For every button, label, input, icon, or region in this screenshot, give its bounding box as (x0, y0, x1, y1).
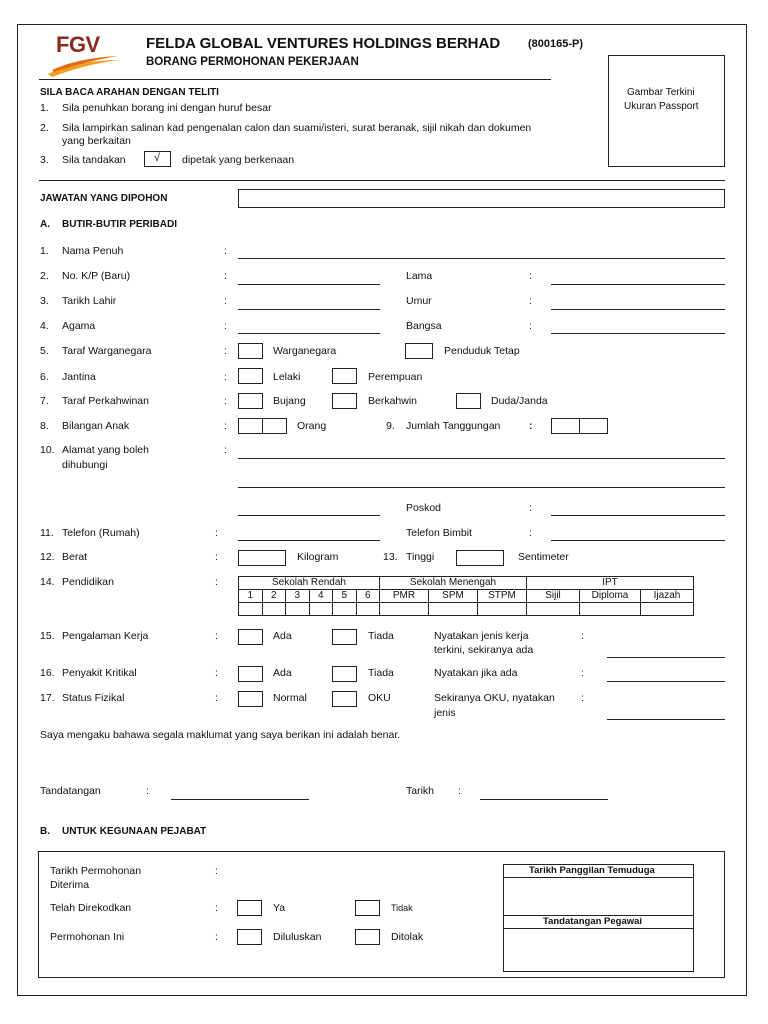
edu-cell[interactable] (641, 603, 694, 616)
interview-date-label: Tarikh Panggilan Temuduga (529, 865, 655, 876)
edu-col: 3 (286, 590, 310, 603)
label-ic-new: No. K/P (Baru) (62, 270, 131, 282)
field-num: 15. (40, 630, 55, 642)
age-input[interactable] (551, 309, 725, 310)
label-weight: Berat (62, 551, 88, 563)
oku-note-2: jenis (434, 707, 456, 719)
label-work-experience: Pengalaman Kerja (62, 630, 149, 642)
option-married: Berkahwin (368, 395, 418, 407)
work-note-2: terkini, sekiranya ada (434, 644, 534, 656)
instruction-num: 2. (40, 122, 49, 134)
colon: : (529, 527, 532, 539)
section-b-title: UNTUK KEGUNAAN PEJABAT (62, 826, 207, 837)
children-digit-2[interactable] (262, 418, 287, 434)
postcode-input[interactable] (551, 515, 725, 516)
position-input[interactable] (238, 189, 725, 208)
option-oku: OKU (368, 692, 391, 704)
label-recorded: Telah Direkodkan (50, 902, 132, 914)
male-checkbox[interactable] (238, 368, 263, 384)
full-name-input[interactable] (238, 258, 725, 259)
field-num: 7. (40, 395, 49, 407)
field-num: 16. (40, 667, 55, 679)
signature-input[interactable] (171, 799, 309, 800)
section-a-title: BUTIR-BUTIR PERIBADI (62, 219, 177, 230)
education-input-row (239, 603, 694, 616)
logo-text: FGV (56, 32, 100, 57)
interview-date-input[interactable] (504, 879, 693, 914)
label-ic-old: Lama (406, 270, 433, 282)
field-num: 9. (386, 420, 395, 432)
edu-cell[interactable] (262, 603, 286, 616)
field-num: 2. (40, 270, 49, 282)
section-a-letter: A. (40, 219, 50, 230)
edu-col: STPM (478, 590, 527, 603)
instruction-num: 1. (40, 102, 49, 114)
label-application-date-1: Tarikh Permohonan (50, 865, 142, 877)
declaration-text: Saya mengaku bahawa segala maklumat yang saya berikan ini adalah benar. (40, 729, 401, 741)
illness-yes-checkbox[interactable] (238, 666, 263, 682)
edu-col: PMR (380, 590, 429, 603)
colon: : (224, 444, 227, 456)
option-single: Bujang (273, 395, 306, 407)
option-female: Perempuan (368, 371, 423, 383)
illness-note: Nyatakan jika ada (434, 667, 518, 679)
option-permanent-resident: Penduduk Tetap (444, 345, 520, 357)
home-phone-input[interactable] (238, 540, 380, 541)
religion-input[interactable] (238, 333, 380, 334)
photo-label-1: Gambar Terkini (627, 87, 695, 98)
oku-type-input[interactable] (607, 719, 725, 720)
work-exp-no-checkbox[interactable] (332, 629, 357, 645)
colon: : (581, 692, 584, 704)
address-line-3[interactable] (238, 515, 380, 516)
field-num: 12. (40, 551, 55, 563)
edu-col: SPM (429, 590, 478, 603)
colon: : (529, 420, 533, 432)
married-checkbox[interactable] (332, 393, 357, 409)
height-input[interactable] (456, 550, 504, 566)
edu-col: Ijazah (641, 590, 694, 603)
colon: : (224, 420, 227, 432)
field-num: 11. (40, 527, 54, 539)
option-illness-no: Tiada (368, 667, 394, 679)
edu-cell[interactable] (309, 603, 333, 616)
edu-col: 2 (262, 590, 286, 603)
work-note-1: Nyatakan jenis kerja (434, 630, 529, 642)
label-full-name: Nama Penuh (62, 245, 124, 257)
colon: : (224, 245, 227, 257)
label-address-2: dihubungi (62, 459, 108, 471)
option-citizen: Warganegara (273, 345, 337, 357)
field-num: 8. (40, 420, 49, 432)
label-gender: Jantina (62, 371, 96, 383)
label-religion: Agama (62, 320, 96, 332)
label-dob: Tarikh Lahir (62, 295, 117, 307)
label-citizenship: Taraf Warganegara (62, 345, 152, 357)
field-num: 17. (40, 692, 55, 704)
instruction-2a: Sila lampirkan salinan kad pengenalan calon dan suami/isteri, surat beranak, sijil nikah dan dokumen (62, 122, 532, 134)
approved-checkbox[interactable] (237, 929, 262, 945)
section-divider (39, 180, 725, 181)
instruction-2b: yang berkaitan (62, 135, 131, 147)
recorded-yes-checkbox[interactable] (237, 900, 262, 916)
option-normal: Normal (273, 692, 307, 704)
edu-header-secondary: Sekolah Menengah (380, 577, 527, 590)
colon: : (215, 902, 218, 914)
weight-unit: Kilogram (297, 551, 339, 563)
instruction-num: 3. (40, 154, 49, 166)
instruction-1: Sila penuhkan borang ini dengan huruf besar (62, 102, 272, 114)
option-rejected: Ditolak (391, 931, 424, 943)
signature-date-input[interactable] (480, 799, 608, 800)
rejected-checkbox[interactable] (355, 929, 380, 945)
education-table (238, 576, 694, 616)
edu-cell[interactable] (333, 603, 357, 616)
label-address-1: Alamat yang boleh (62, 444, 149, 456)
option-recorded-yes: Ya (273, 902, 286, 914)
label-education: Pendidikan (62, 576, 114, 588)
signature-label: Tandatangan (40, 785, 101, 797)
ic-new-input[interactable] (238, 284, 380, 285)
colon: : (215, 692, 218, 704)
interview-header-line (503, 877, 694, 878)
edu-col: 6 (356, 590, 380, 603)
officer-signature-label: Tandatangan Pegawai (543, 916, 643, 927)
female-checkbox[interactable] (332, 368, 357, 384)
field-num: 13. (383, 551, 398, 563)
option-work-no: Tiada (368, 630, 394, 642)
colon: : (529, 295, 532, 307)
edu-col: Diploma (580, 590, 641, 603)
label-mobile-phone: Telefon Bimbit (406, 527, 472, 539)
field-num: 5. (40, 345, 49, 357)
oku-note-1: Sekiranya OKU, nyatakan (434, 692, 555, 704)
dob-input[interactable] (238, 309, 380, 310)
single-checkbox[interactable] (238, 393, 263, 409)
edu-header-ipt: IPT (527, 577, 694, 590)
colon: : (215, 527, 218, 539)
colon: : (215, 630, 218, 642)
citizen-checkbox[interactable] (238, 343, 263, 359)
colon: : (215, 865, 218, 877)
race-input[interactable] (551, 333, 725, 334)
address-line-2[interactable] (238, 487, 725, 488)
edu-cell[interactable] (356, 603, 380, 616)
label-dependents: Jumlah Tanggungan (406, 420, 501, 432)
edu-cell[interactable] (239, 603, 263, 616)
colon: : (581, 630, 584, 642)
field-num: 10. (40, 444, 55, 456)
option-widowed: Duda/Janda (491, 395, 548, 407)
company-reg-no: (800165-P) (528, 38, 584, 50)
colon: : (215, 667, 218, 679)
label-race: Bangsa (406, 320, 442, 332)
label-marital-status: Taraf Perkahwinan (62, 395, 149, 407)
field-num: 6. (40, 371, 49, 383)
education-header-row (239, 577, 694, 590)
colon: : (224, 395, 227, 407)
colon: : (146, 785, 149, 797)
children-digit-1[interactable] (238, 418, 263, 434)
option-recorded-no: Tidak (391, 903, 413, 913)
label-children: Bilangan Anak (62, 420, 130, 432)
edu-cell[interactable] (286, 603, 310, 616)
label-age: Umur (406, 295, 432, 307)
colon: : (224, 371, 227, 383)
tick-mark: √ (154, 152, 161, 164)
colon: : (458, 785, 461, 797)
option-work-yes: Ada (273, 630, 292, 642)
edu-col: 4 (309, 590, 333, 603)
option-approved: Diluluskan (273, 931, 322, 943)
dependents-digit-2[interactable] (579, 418, 608, 434)
colon: : (224, 345, 227, 357)
colon: : (581, 667, 584, 679)
edu-header-primary: Sekolah Rendah (239, 577, 380, 590)
edu-col: 1 (239, 590, 263, 603)
mobile-phone-input[interactable] (551, 540, 725, 541)
option-male: Lelaki (273, 371, 301, 383)
label-critical-illness: Penyakit Kritikal (62, 667, 137, 679)
normal-checkbox[interactable] (238, 691, 263, 707)
colon: : (215, 931, 218, 943)
label-home-phone: Telefon (Rumah) (62, 527, 140, 539)
section-b-letter: B. (40, 826, 50, 837)
field-num: 14. (40, 576, 55, 588)
officer-header-line (503, 928, 694, 929)
colon: : (215, 551, 218, 563)
oku-checkbox[interactable] (332, 691, 357, 707)
instruction-3b: dipetak yang berkenaan (182, 154, 295, 166)
edu-cell[interactable] (429, 603, 478, 616)
label-application-status: Permohonan Ini (50, 931, 125, 943)
fgv-logo (46, 30, 126, 78)
permanent-resident-checkbox[interactable] (405, 343, 433, 359)
height-unit: Sentimeter (518, 551, 569, 563)
recorded-no-checkbox[interactable] (355, 900, 380, 916)
field-num: 1. (40, 245, 49, 257)
illness-input[interactable] (607, 681, 725, 682)
work-exp-yes-checkbox[interactable] (238, 629, 263, 645)
label-postcode: Poskod (406, 502, 442, 514)
edu-cell[interactable] (478, 603, 527, 616)
field-num: 4. (40, 320, 49, 332)
label-height: Tinggi (406, 551, 435, 563)
colon: : (529, 270, 532, 282)
form-title: BORANG PERMOHONAN PEKERJAAN (146, 56, 359, 68)
photo-label-2: Ukuran Passport (624, 101, 699, 112)
illness-no-checkbox[interactable] (332, 666, 357, 682)
company-name: FELDA GLOBAL VENTURES HOLDINGS BERHAD (146, 35, 501, 52)
ic-old-input[interactable] (551, 284, 725, 285)
colon: : (529, 502, 532, 514)
edu-cell[interactable] (380, 603, 429, 616)
colon: : (224, 270, 227, 282)
dependents-digit-1[interactable] (551, 418, 580, 434)
colon: : (529, 320, 532, 332)
instruction-3a: Sila tandakan (62, 154, 126, 166)
colon: : (224, 320, 227, 332)
field-num: 3. (40, 295, 49, 307)
label-application-date-2: Diterima (50, 879, 90, 891)
address-line-1[interactable] (238, 458, 725, 459)
edu-col: 5 (333, 590, 357, 603)
officer-signature-input[interactable] (504, 930, 693, 971)
colon: : (224, 295, 227, 307)
label-physical-status: Status Fizikal (62, 692, 125, 704)
instructions-title: SILA BACA ARAHAN DENGAN TELITI (40, 87, 219, 98)
header-divider (39, 79, 551, 80)
position-label: JAWATAN YANG DIPOHON (40, 193, 168, 204)
education-label-row (239, 590, 694, 603)
widowed-checkbox[interactable] (456, 393, 481, 409)
edu-cell[interactable] (580, 603, 641, 616)
work-type-input[interactable] (607, 657, 725, 658)
colon: : (215, 576, 218, 588)
edu-col: Sijil (527, 590, 580, 603)
children-unit: Orang (297, 420, 327, 432)
signature-date-label: Tarikh (406, 785, 435, 797)
edu-cell[interactable] (527, 603, 580, 616)
weight-input[interactable] (238, 550, 286, 566)
option-illness-yes: Ada (273, 667, 292, 679)
